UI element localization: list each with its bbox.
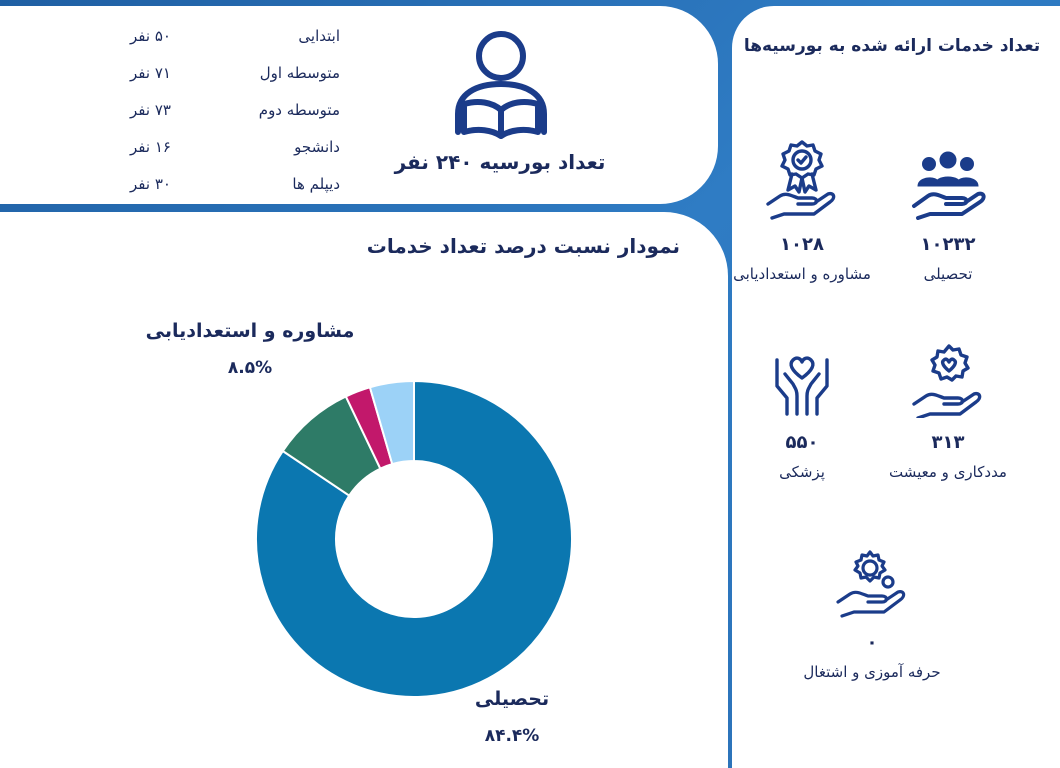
level-count: ۳۰ نفر [130, 175, 171, 193]
scholars-panel [0, 6, 718, 204]
service-label: مددکاری و معیشت [889, 463, 1007, 481]
service-label: مشاوره و استعدادیابی [733, 265, 871, 283]
list-item [130, 18, 340, 55]
slice-pct-counseling: ۸.۵% [227, 358, 273, 378]
service-value: ۱۰۲۳۲ [920, 234, 976, 255]
group-hands-icon [910, 146, 986, 220]
service-stat-vocational [782, 548, 962, 681]
total-scholars-title: تعداد بورسیه ۲۴۰ نفر [394, 150, 606, 174]
gears-hand-icon [834, 548, 910, 618]
reading-person-icon [450, 28, 552, 140]
level-label: دانشجو [294, 138, 340, 156]
service-stat-medical [712, 352, 892, 481]
services-panel [732, 6, 1060, 768]
list-item [130, 55, 340, 92]
level-label: دیپلم ها [292, 175, 340, 193]
service-label: پزشکی [779, 463, 825, 481]
service-value: ۰ [866, 632, 878, 653]
service-value: ۱۰۲۸ [780, 234, 824, 255]
slice-label-counseling: مشاوره و استعدادیابی [145, 320, 355, 342]
level-count: ۱۶ نفر [130, 138, 171, 156]
level-count: ۷۳ نفر [130, 101, 171, 119]
chart-title: نمودار نسبت درصد تعداد خدمات [366, 234, 680, 258]
heart-hands-icon [769, 352, 835, 418]
level-label: متوسطه دوم [258, 101, 340, 119]
services-title: تعداد خدمات ارائه شده به بورسیه‌ها [743, 36, 1041, 56]
level-count: ۵۰ نفر [130, 27, 171, 45]
service-value: ۳۱۳ [931, 432, 965, 453]
list-item [130, 129, 340, 166]
award-hand-icon [764, 138, 840, 220]
gear-hand-icon [910, 342, 986, 418]
donut-chart [0, 212, 728, 768]
scholar-breakdown-list [130, 18, 340, 203]
level-label: متوسطه اول [259, 64, 340, 82]
level-label: ابتدایی [298, 27, 340, 45]
service-value: ۵۵۰ [785, 432, 819, 453]
service-label: تحصیلی [923, 265, 973, 283]
service-stat-counseling [712, 138, 892, 283]
level-count: ۷۱ نفر [130, 64, 171, 82]
slice-label-academic: تحصیلی [474, 688, 550, 710]
list-item [130, 92, 340, 129]
list-item [130, 166, 340, 203]
service-label: حرفه آموزی و اشتغال [803, 663, 941, 681]
slice-pct-academic: ۸۴.۴% [484, 726, 540, 746]
chart-panel [0, 212, 728, 768]
